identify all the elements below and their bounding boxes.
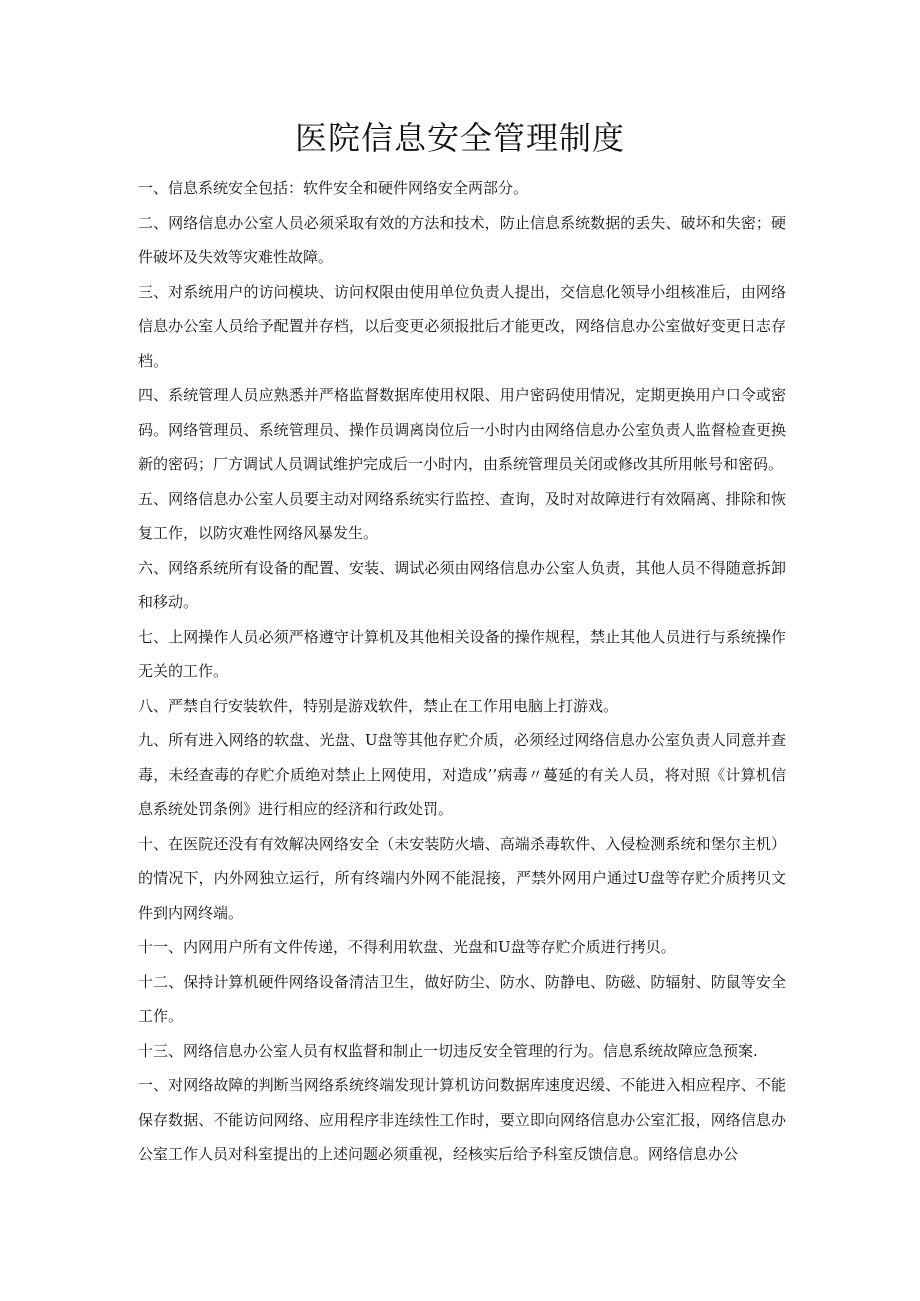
paragraph-11: 十一、内网用户所有文件传递，不得利用软盘、光盘和U盘等存贮介质进行拷贝。: [138, 938, 676, 956]
paragraph-5: 五、网络信息办公室人员要主动对网络系统实行监控、查询，及时对故障进行有效隔离、排除和恢复工作，以防灾难性网络风暴发生。: [138, 489, 786, 542]
paragraph-12: 十二、保持计算机硬件网络设备清洁卫生，做好防尘、防水、防静电、防磁、防辐射、防鼠等安全工作。: [138, 972, 786, 1025]
paragraph-9: 九、所有进入网络的软盘、光盘、U盘等其他存贮介质，必须经过网络信息办公室负责人同意并查毒，未经查毒的存贮介质绝对禁止上网使用，对造成’’病毒〃蔓延的有关人员，将对照《计算机信息系统处罚条例》进行相应的经济和行政处罚。: [138, 731, 786, 818]
paragraph-8: 八、严禁自行安装软件，特别是游戏软件，禁止在工作用电脑上打游戏。: [138, 696, 619, 715]
paragraph-4: 四、系统管理人员应熟悉并严格监督数据库使用权限、用户密码使用情况，定期更换用户口令或密码。网络管理员、系统管理员、操作员调离岗位后一小时内由网络信息办公室负责人监督检查更换新的密码；厂方调试人员调试维护完成后一小时内，由系统管理员关闭或修改其所用帐号和密码。: [138, 386, 786, 473]
paragraph-13: 十三、网络信息办公室人员有权监督和制止一切违反安全管理的行为。信息系统故障应急预案.: [138, 1041, 758, 1060]
paragraph-3: 三、对系统用户的访问模块、访问权限由使用单位负责人提出，交信息化领导小组核准后，由网络信息办公室人员给予配置并存档，以后变更必须报批后才能更改，网络信息办公室做好变更日志存档。: [138, 282, 786, 370]
document-body: [138, 171, 786, 1172]
paragraph-10: 十、在医院还没有有效解决网络安全（未安装防火墙、高端杀毒软件、入侵检测系统和堡尔主机）的情况下，内外网独立运行，所有终端内外网不能混接，严禁外网用户通过U盘等存贮介质拷贝文件到内网终端。: [138, 834, 786, 922]
paragraph-6: 六、网络系统所有设备的配置、安装、调试必须由网络信息办公室人负责，其他人员不得随意拆卸和移动。: [138, 558, 786, 611]
paragraph-1: 一、信息系统安全包括：软件安全和硬件网络安全两部分。: [138, 179, 529, 197]
paragraph-14: 一、对网络故障的判断当网络系统终端发现计算机访问数据库速度迟缓、不能进入相应程序、不能保存数据、不能访问网络、应用程序非连续性工作时，要立即向网络信息办公室汇报，网络信息办公室工作人员对科室提出的上述问题必须重视，经核实后给予科室反馈信息。网络信息办公: [138, 1076, 786, 1163]
document-title: 医院信息安全管理制度: [294, 119, 625, 157]
paragraph-7: 七、上网操作人员必须严格遵守计算机及其他相关设备的操作规程，禁止其他人员进行与系统操作无关的工作。: [138, 627, 786, 680]
paragraph-2: 二、网络信息办公室人员必须采取有效的方法和技术，防止信息系统数据的丢失、破坏和失密；硬件破坏及失效等灾难性故障。: [138, 213, 786, 266]
